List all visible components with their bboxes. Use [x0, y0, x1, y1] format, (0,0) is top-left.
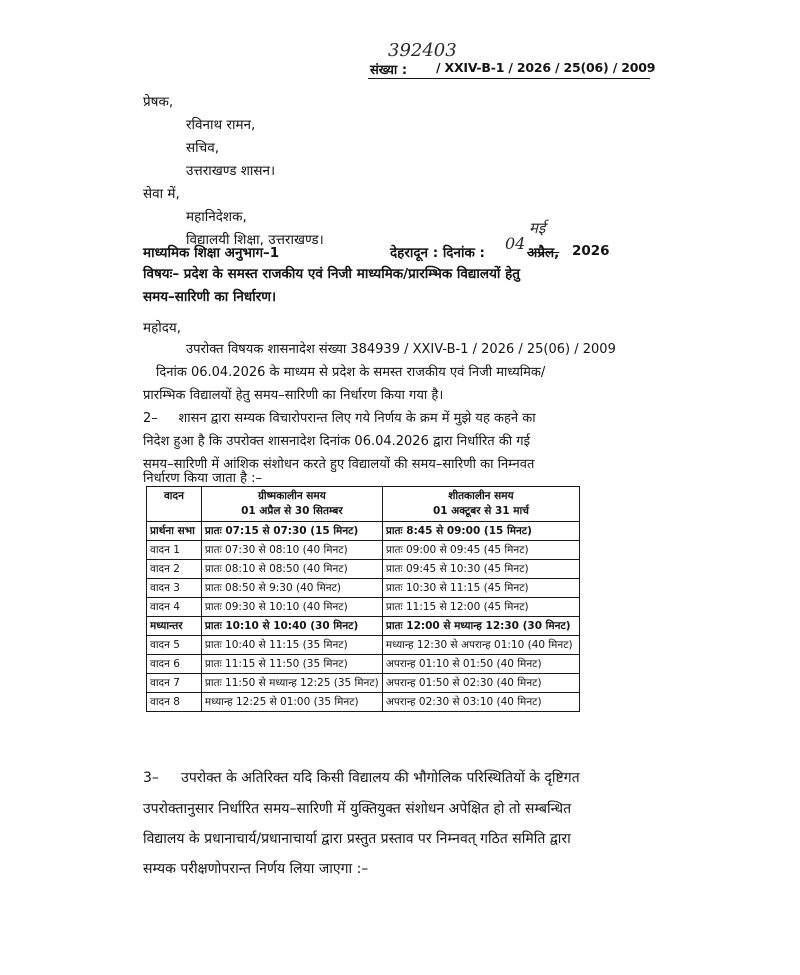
paragraph-2-line-4: निर्धारण किया जाता है :–: [143, 471, 263, 486]
subject-line-2: समय–सारिणी का निर्धारण।: [143, 289, 277, 305]
summer-cell: प्रातः 10:40 से 11:15 (35 मिनट): [201, 636, 382, 655]
recipient-label: सेवा में,: [143, 186, 180, 202]
winter-cell: प्रातः 8:45 से 09:00 (15 मिनट): [382, 522, 579, 541]
recipient-designation: महानिदेशक,: [186, 209, 247, 225]
winter-cell: प्रातः 12:00 से मध्यान्ह 12:30 (30 मिनट): [382, 617, 579, 636]
table-row: [147, 598, 580, 617]
date-year: 2026: [572, 243, 610, 259]
sender-designation: सचिव,: [186, 140, 219, 156]
paragraph-1-line-1: उपरोक्त विषयक शासनादेश संख्या 384939 / XXIV-B-1 / 2026 / 25(06) / 2009: [186, 342, 616, 357]
summer-cell: प्रातः 07:15 से 07:30 (15 मिनट): [201, 522, 382, 541]
table-row: [147, 693, 580, 712]
table-row: [147, 636, 580, 655]
sender-office: उत्तराखण्ड शासन।: [186, 163, 276, 179]
timetable-header-row: [147, 487, 580, 522]
timetable-header-winter: [382, 487, 579, 522]
recipient-office: विद्यालयी शिक्षा, उत्तराखण्ड।: [186, 232, 324, 248]
summer-cell: प्रातः 07:30 से 08:10 (40 मिनट): [201, 541, 382, 560]
period-cell: वादन 5: [147, 636, 202, 655]
winter-cell: मध्यान्ह 12:30 से अपरान्ह 01:10 (40 मिनट): [382, 636, 579, 655]
period-cell: वादन 4: [147, 598, 202, 617]
paragraph-2-line-2: निदेश हुआ है कि उपरोक्त शासनादेश दिनांक 06.04.2026 द्वारा निर्धारित की गई: [143, 434, 530, 449]
date-month-handwritten: मई: [529, 219, 546, 237]
paragraph-3-line-2: उपरोक्तानुसार निर्धारित समय–सारिणी में युक्तियुक्त संशोधन अपेक्षित हो तो सम्बन्धित: [143, 801, 572, 817]
table-row: [147, 579, 580, 598]
paragraph-2-line-1: 2– शासन द्वारा सम्यक विचारोपरान्त लिए गये निर्णय के क्रम में मुझे यह कहने का: [143, 411, 536, 426]
reference-label: संख्या :: [370, 63, 408, 78]
table-row: [147, 560, 580, 579]
section-name: माध्यमिक शिक्षा अनुभाग–1: [143, 245, 280, 261]
period-cell: वादन 8: [147, 693, 202, 712]
table-row: [147, 522, 580, 541]
summer-cell: प्रातः 10:10 से 10:40 (30 मिनट): [201, 617, 382, 636]
sender-name: रविनाथ रामन,: [186, 117, 256, 133]
subject-line-1: विषयः– प्रदेश के समस्त राजकीय एवं निजी माध्यमिक/प्रारम्भिक विद्यालयों हेतु: [143, 266, 520, 282]
summer-title: ग्रीष्मकालीन समय: [257, 490, 326, 502]
date-day-handwritten: 04: [505, 234, 526, 253]
date-month-struck: अप्रैल,: [527, 245, 560, 261]
paragraph-3-line-3: विद्यालय के प्रधानाचार्य/प्रधानाचार्या द्वारा प्रस्तुत प्रस्ताव पर निम्नवत् गठित समिति द्वारा: [143, 831, 571, 847]
period-cell: प्रार्थना सभा: [147, 522, 202, 541]
paragraph-1-line-3: प्रारम्भिक विद्यालयों हेतु समय–सारिणी का निर्धारण किया गया है।: [143, 388, 444, 403]
period-cell: वादन 1: [147, 541, 202, 560]
period-cell: वादन 2: [147, 560, 202, 579]
summer-cell: प्रातः 11:50 से मध्यान्ह 12:25 (35 मिनट): [201, 674, 382, 693]
summer-cell: प्रातः 11:15 से 11:50 (35 मिनट): [201, 655, 382, 674]
table-row: [147, 655, 580, 674]
summer-range: 01 अप्रैल से 30 सितम्बर: [241, 505, 343, 517]
sender-label: प्रेषक,: [143, 94, 174, 110]
summer-cell: प्रातः 09:30 से 10:10 (40 मिनट): [201, 598, 382, 617]
summer-cell: प्रातः 08:10 से 08:50 (40 मिनट): [201, 560, 382, 579]
winter-title: शीतकालीन समय: [448, 490, 514, 502]
period-cell: वादन 6: [147, 655, 202, 674]
winter-range: 01 अक्टूबर से 31 मार्च: [432, 505, 529, 517]
winter-cell: प्रातः 10:30 से 11:15 (45 मिनट): [382, 579, 579, 598]
period-cell: वादन 3: [147, 579, 202, 598]
paragraph-3-line-1: 3– उपरोक्त के अतिरिक्त यदि किसी विद्यालय की भौगोलिक परिस्थितियों के दृष्टिगत: [143, 770, 580, 786]
winter-cell: प्रातः 09:00 से 09:45 (45 मिनट): [382, 541, 579, 560]
winter-cell: अपरान्ह 01:50 से 02:30 (40 मिनट): [382, 674, 579, 693]
winter-cell: अपरान्ह 01:10 से 01:50 (40 मिनट): [382, 655, 579, 674]
handwritten-reference-number: 392403: [388, 40, 457, 61]
reference-underline: [368, 78, 650, 79]
table-row: [147, 617, 580, 636]
paragraph-2-line-3: समय–सारिणी में आंशिक संशोधन करते हुए विद्यालयों की समय–सारिणी का निम्नवत: [143, 457, 535, 472]
date-place-label: देहरादून : दिनांक :: [390, 245, 485, 261]
period-cell: मध्यान्तर: [147, 617, 202, 636]
timetable-header-period: वादन: [147, 487, 202, 522]
summer-cell: मध्यान्ह 12:25 से 01:00 (35 मिनट): [201, 693, 382, 712]
salutation: महोदय,: [143, 320, 182, 336]
reference-number: / XXIV-B-1 / 2026 / 25(06) / 2009: [436, 60, 656, 75]
timetable-header-summer: [201, 487, 382, 522]
winter-cell: प्रातः 09:45 से 10:30 (45 मिनट): [382, 560, 579, 579]
period-cell: वादन 7: [147, 674, 202, 693]
summer-cell: प्रातः 08:50 से 9:30 (40 मिनट): [201, 579, 382, 598]
table-row: [147, 541, 580, 560]
timetable: [146, 486, 580, 712]
winter-cell: अपरान्ह 02:30 से 03:10 (40 मिनट): [382, 693, 579, 712]
winter-cell: प्रातः 11:15 से 12:00 (45 मिनट): [382, 598, 579, 617]
paragraph-3-line-4: सम्यक परीक्षणोपरान्त निर्णय लिया जाएगा :–: [143, 861, 369, 877]
table-row: [147, 674, 580, 693]
paragraph-1-line-2: दिनांक 06.04.2026 के माध्यम से प्रदेश के समस्त राजकीय एवं निजी माध्यमिक/: [156, 365, 546, 380]
